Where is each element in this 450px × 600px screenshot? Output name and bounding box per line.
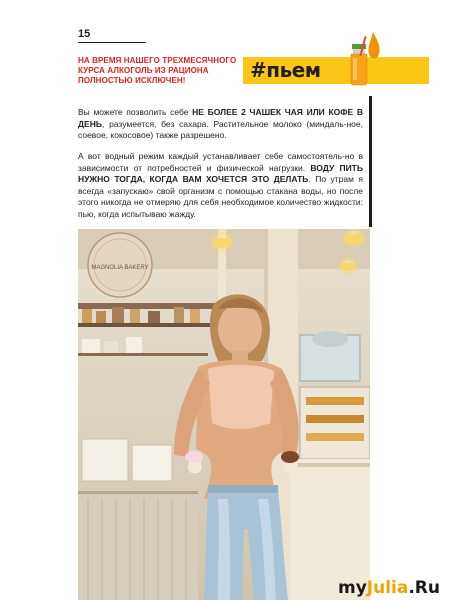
watermark-part: .Ru: [408, 578, 440, 598]
headline-line: КУРСА АЛКОГОЛЬ ИЗ РАЦИОНА: [78, 66, 209, 75]
paragraph-text: , разумеется, без сахара. Растительное молоко (миндаль-ное, соевое, кокосовое) также разрешено.: [78, 118, 363, 140]
headline-line: НА ВРЕМЯ НАШЕГО ТРЕХМЕСЯЧНОГО: [78, 56, 237, 65]
headline-line: ПОЛНОСТЬЮ ИСКЛЮЧЕН!: [78, 76, 186, 85]
paragraph-text: Вы можете позволить себе: [78, 107, 193, 117]
site-watermark: [338, 578, 440, 598]
hashtag-title: #пьем: [250, 58, 321, 82]
watermark-part: my: [337, 578, 367, 598]
bakery-sign-text: MAGNOLIA BAKERY: [91, 265, 149, 271]
paragraph-water: [78, 151, 363, 220]
watermark-part: Julia: [366, 578, 409, 598]
side-accent-bar: [369, 96, 372, 227]
bakery-photo: [78, 229, 370, 600]
paragraph-text: А вот водный режим каждый устанавливает себе самостоятель-но в зависимости от потребностей и физической нагрузки.: [78, 151, 363, 173]
paragraph-tea-coffee: [78, 107, 363, 142]
page-number: 15: [78, 28, 91, 40]
page-number-rule: [78, 42, 146, 43]
paragraph-text: . По утрам я всегда «запускаю» свой организм с помощью стакана воды, но после этого никогда не отмеряю для себя необходимое количество жидкости: пью, когда испытываю жажду.: [78, 174, 364, 219]
juice-bottle-icon: [343, 30, 387, 86]
paragraph-emphasis: ВОДУ ПИТЬ НУЖНО ТОГДА, КОГДА ВАМ ХОЧЕТСЯ ЭТО ДЕЛАТЬ: [78, 162, 363, 184]
paragraph-emphasis: НЕ БОЛЕЕ 2 ЧАШЕК ЧАЯ ИЛИ КОФЕ В ДЕНЬ: [78, 107, 363, 129]
headline: [78, 56, 240, 86]
